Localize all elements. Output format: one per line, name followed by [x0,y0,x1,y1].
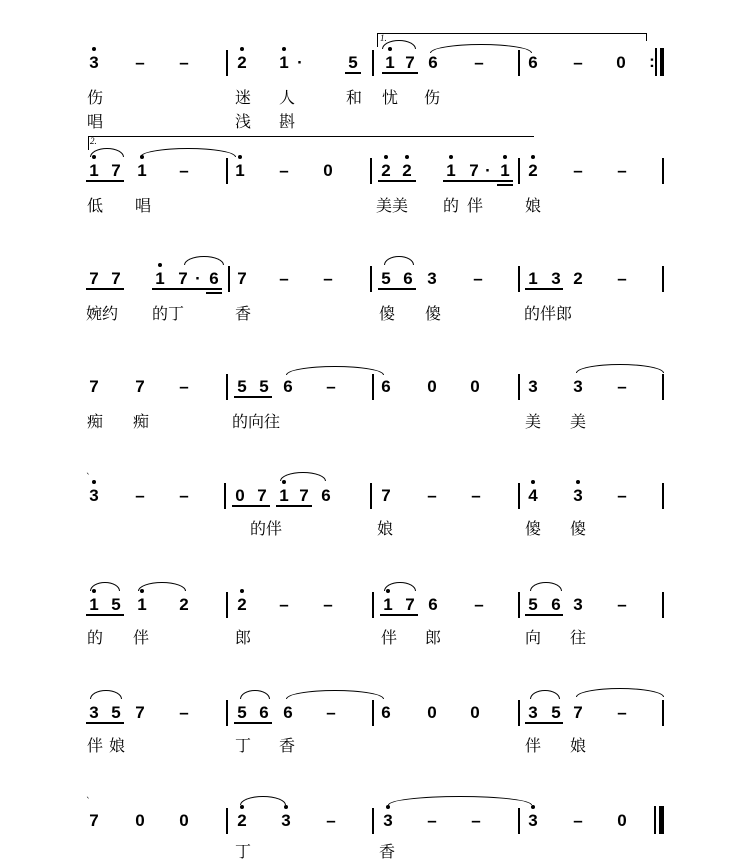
slur [286,690,384,699]
barline [226,158,228,184]
eighth-underline [234,396,272,398]
note-dash: – [326,703,336,722]
note: 7 [405,53,415,72]
barline [226,50,228,76]
lyric: 美美 [376,196,409,215]
note: 3 [528,703,538,722]
note: 6 [209,269,219,288]
note: 2 [573,269,583,288]
note: 3 [89,53,99,72]
augmentation-dot: · [195,269,201,288]
lyric: 伴 [132,628,149,647]
lyric: 斟 [278,112,295,131]
note: 4 [528,486,538,505]
note: 3 [528,811,538,830]
lyric: 伤 [86,88,103,107]
octave-dot [238,155,242,159]
octave-dot [284,805,288,809]
note: 5 [111,703,121,722]
octave-dot [386,805,390,809]
octave-dot [240,589,244,593]
octave-dot [386,589,390,593]
note: 7 [237,269,247,288]
barline [662,266,664,292]
lyric: 丁 [234,736,251,755]
lyric: 傻 [524,519,541,538]
eighth-underline [86,288,124,290]
eighth-underline [86,614,124,616]
note-dash: – [617,486,627,505]
octave-dot [92,47,96,51]
lyric: 娘 [524,196,541,215]
note: 5 [237,703,247,722]
lyric: 痴 [132,412,149,431]
note: 6 [283,377,293,396]
eighth-underline [380,614,418,616]
note: 6 [381,703,391,722]
volta-2-label: 2. [90,136,97,146]
eighth-underline [525,722,563,724]
lyric: 傻 [378,304,395,323]
slur [430,44,532,53]
lyric: 的 [86,628,103,647]
volta-1-bracket-side [377,33,378,47]
lyric: 丁 [234,842,251,861]
note: 7 [135,703,145,722]
augmentation-dot: · [485,161,491,180]
slur [138,582,186,591]
barline [226,808,228,834]
barline [226,592,228,618]
note-dash: – [179,377,189,396]
lyric: 香 [234,304,251,323]
octave-dot [140,155,144,159]
volta-2-bracket [88,136,534,137]
octave-dot [140,589,144,593]
lyric: 的向往 [232,412,281,431]
repeat-thick-barline [660,48,664,76]
lyric: 婉约 [86,304,119,323]
note: 6 [428,53,438,72]
slur [184,256,224,265]
note-rest: 0 [617,811,627,830]
barline [518,592,520,618]
note: 1 [279,486,289,505]
note: 1 [235,161,245,180]
note-dash: – [323,595,333,614]
barline [518,808,520,834]
note: 2 [381,161,391,180]
eighth-underline [232,505,270,507]
note-dash: – [573,161,583,180]
octave-dot [92,480,96,484]
note: 7 [573,703,583,722]
barline [518,700,520,726]
lyric: 低 [86,196,103,215]
barline [662,592,664,618]
octave-dot [405,155,409,159]
note: 5 [551,703,561,722]
note-dash: – [474,53,484,72]
lyric: 香 [278,736,295,755]
breath-mark: ˋ [86,473,91,483]
note-dash: – [617,161,627,180]
lyric: 浅 [234,112,251,131]
eighth-underline [152,288,222,290]
note: 6 [381,377,391,396]
note: 5 [348,53,358,72]
note: 5 [111,595,121,614]
note: 7 [89,377,99,396]
note: 6 [283,703,293,722]
barline [370,483,372,509]
note: 6 [403,269,413,288]
note: 3 [427,269,437,288]
final-thick-barline [659,806,664,834]
barline [518,50,520,76]
note: 3 [89,703,99,722]
eighth-underline [378,180,416,182]
barline [224,483,226,509]
lyric: 痴 [86,412,103,431]
note: 6 [259,703,269,722]
note: 2 [237,811,247,830]
barline [372,50,374,76]
sixteenth-underline [206,292,222,294]
slur [530,582,562,591]
barline [662,483,664,509]
slur [388,796,532,805]
note: 7 [469,161,479,180]
note-rest: 0 [235,486,245,505]
barline [518,374,520,400]
lyric: 傻 [569,519,586,538]
note-dash: – [427,811,437,830]
note-dash: – [427,486,437,505]
lyric: 娘 [108,736,125,755]
slur [240,796,286,805]
note: 3 [89,486,99,505]
note-dash: – [474,595,484,614]
note: 1 [137,595,147,614]
lyric: 郎 [234,628,251,647]
barline [372,592,374,618]
octave-dot [503,155,507,159]
eighth-underline [525,288,563,290]
note: 3 [551,269,561,288]
sixteenth-underline [497,184,513,186]
barline [518,483,520,509]
note: 6 [528,53,538,72]
eighth-underline [86,722,124,724]
note: 7 [178,269,188,288]
note-dash: – [573,811,583,830]
note: 3 [528,377,538,396]
eighth-underline [443,180,513,182]
barline [372,700,374,726]
slur [240,690,270,699]
octave-dot [531,155,535,159]
lyric: 的伴郎 [524,304,573,323]
barline [518,158,520,184]
note-dash: – [179,53,189,72]
barline [228,266,230,292]
note: 2 [402,161,412,180]
note-dash: – [323,269,333,288]
note: 7 [405,595,415,614]
note: 5 [381,269,391,288]
lyric: 唱 [86,112,103,131]
note-dash: – [617,703,627,722]
lyric: 伴 [466,196,483,215]
slur [90,690,122,699]
lyric: 娘 [376,519,393,538]
note: 7 [89,269,99,288]
note: 7 [135,377,145,396]
note-rest: 0 [470,377,480,396]
slur [576,688,664,697]
note: 3 [383,811,393,830]
barline [372,808,374,834]
note-dash: – [617,269,627,288]
note: 3 [573,595,583,614]
octave-dot [384,155,388,159]
note: 2 [528,161,538,180]
note: 1 [89,595,99,614]
note-dash: – [573,53,583,72]
lyric: 娘 [569,736,586,755]
note-dash: – [279,161,289,180]
final-thin-barline [654,806,656,834]
octave-dot [531,805,535,809]
lyric: 向 [524,628,541,647]
barline [662,374,664,400]
note: 5 [237,377,247,396]
lyric: 的 [442,196,459,215]
note: 5 [528,595,538,614]
note-dash: – [326,811,336,830]
note: 2 [237,595,247,614]
note: 7 [257,486,267,505]
lyric: 美 [569,412,586,431]
barline [662,700,664,726]
note: 7 [89,811,99,830]
lyric: 迷 [234,88,251,107]
note: 3 [573,377,583,396]
volta-1-label: 1. [380,33,387,43]
note-dash: – [179,486,189,505]
octave-dot [576,480,580,484]
note: 6 [551,595,561,614]
volta-1-bracket [377,33,646,34]
note-dash: – [617,377,627,396]
note-dash: – [471,486,481,505]
note: 1 [89,161,99,180]
note-dash: – [471,811,481,830]
note: 3 [281,811,291,830]
breath-mark: ˋ [86,797,91,807]
note-rest: 0 [323,161,333,180]
note: 1 [279,53,289,72]
note-dash: – [135,53,145,72]
note: 7 [381,486,391,505]
lyric: 伤 [423,88,440,107]
note: 6 [428,595,438,614]
note-rest: 0 [135,811,145,830]
note: 2 [179,595,189,614]
note-dash: – [326,377,336,396]
eighth-underline [378,288,416,290]
eighth-underline [276,505,312,507]
lyric: 美 [524,412,541,431]
slur [140,148,236,157]
eighth-underline [234,722,272,724]
lyric: 伴 [524,736,541,755]
note: 1 [385,53,395,72]
lyric: 郎 [424,628,441,647]
note-rest: 0 [179,811,189,830]
note-dash: – [279,595,289,614]
slur [286,366,384,375]
barline [518,266,520,292]
note-dash: – [473,269,483,288]
octave-dot [282,47,286,51]
barline [226,374,228,400]
octave-dot [158,263,162,267]
barline [226,700,228,726]
note-dash: – [135,486,145,505]
eighth-underline [382,72,418,74]
lyric: 伴 [86,736,103,755]
note: 3 [573,486,583,505]
note-rest: 0 [616,53,626,72]
barline [662,158,664,184]
lyric: 香 [378,842,395,861]
note-rest: 0 [470,703,480,722]
eighth-underline [345,72,361,74]
barline [370,158,372,184]
octave-dot [240,805,244,809]
lyric: 伴 [380,628,397,647]
lyric: 的丁 [152,304,185,323]
eighth-underline [86,180,124,182]
octave-dot [449,155,453,159]
lyric: 往 [569,628,586,647]
volta-2-bracket-side [88,136,89,150]
note: 1 [155,269,165,288]
note-dash: – [279,269,289,288]
repeat-dots: : [649,52,655,71]
note-dash: – [179,161,189,180]
note: 1 [137,161,147,180]
note: 1 [383,595,393,614]
note: 2 [237,53,247,72]
lyric: 傻 [424,304,441,323]
note: 7 [111,269,121,288]
note: 1 [500,161,510,180]
octave-dot [92,589,96,593]
octave-dot [282,480,286,484]
lyric: 唱 [134,196,151,215]
lyric: 忧 [381,88,398,107]
slur [530,690,560,699]
octave-dot [531,480,535,484]
note-dash: – [179,703,189,722]
note: 6 [321,486,331,505]
octave-dot [240,47,244,51]
slur [280,472,326,481]
barline [370,266,372,292]
repeat-thin-barline [655,48,657,76]
note-dash: – [617,595,627,614]
octave-dot [92,155,96,159]
note-rest: 0 [427,703,437,722]
lyric: 人 [278,88,295,107]
note: 1 [446,161,456,180]
volta-1-bracket-end [646,33,647,41]
augmentation-dot: · [297,53,303,72]
note: 1 [528,269,538,288]
note: 7 [299,486,309,505]
slur [384,256,414,265]
lyric: 和 [345,88,362,107]
octave-dot [388,47,392,51]
note-rest: 0 [427,377,437,396]
eighth-underline [525,614,563,616]
barline [372,374,374,400]
slur [576,364,664,373]
note: 7 [111,161,121,180]
lyric: 的伴 [250,519,283,538]
note: 5 [259,377,269,396]
